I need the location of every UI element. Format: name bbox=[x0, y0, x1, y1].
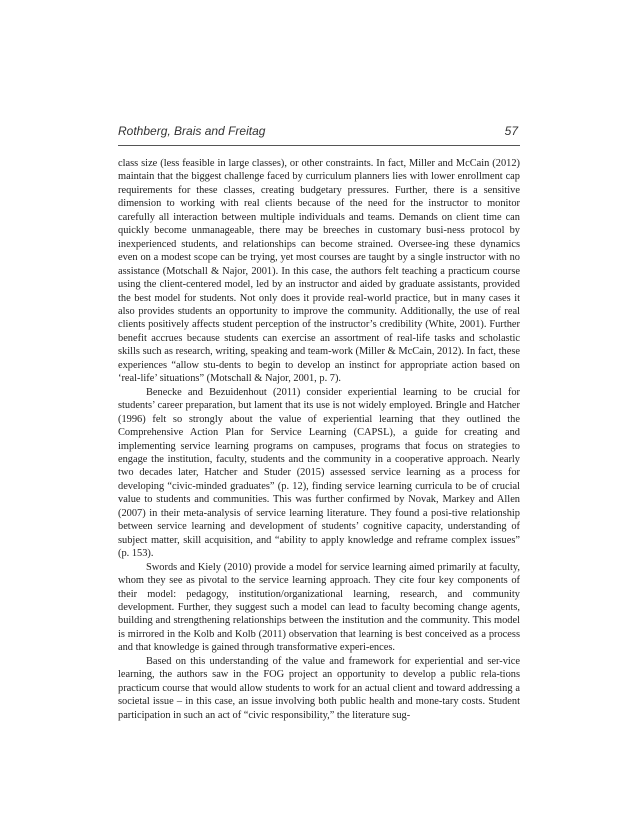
page-number: 57 bbox=[504, 124, 518, 138]
paragraph: Based on this understanding of the value and framework for experiential and ser-vice learning, the authors saw in the FOG project an opportunity to develop a public rela-tions practicum course that would allow students to work for an actual client and toward addressing a societal issue – in this case, an issue involving both public health and mone-tary costs. Student participation in such an act of “civic responsibility,” the literature sug- bbox=[118, 655, 520, 721]
body-text bbox=[118, 157, 520, 722]
paragraph: Benecke and Bezuidenhout (2011) consider experiential learning to be crucial for students’ career preparation, but lament that its use is not widely employed. Bringle and Hatcher (1996) felt so strongly about the value of experiential learning that they outlined the Comprehensive Action Plan for Service Learning (CAPSL), a guide for creating and implementing service learning programs on campuses, programs that focus on strategies to engage the institution, faculty, students and the community in a cooperative approach. Nearly two decades later, Hatcher and Studer (2015) assessed service learning as a process for developing “civic-minded graduates” (p. 12), finding service learning curricula to be of crucial value to students and communities. This was further confirmed by Novak, Markey and Allen (2007) in their meta-analysis of service learning literature. They found a posi-tive relationship between service learning and development of students’ cognitive capacity, understanding of subject matter, skill acquisition, and “ability to apply knowledge and reframe complex issues” (p. 153). bbox=[118, 386, 520, 560]
running-head bbox=[118, 124, 518, 138]
running-head-authors: Rothberg, Brais and Freitag bbox=[118, 124, 266, 138]
paragraph: class size (less feasible in large classes), or other constraints. In fact, Miller and McCain (2012) maintain that the biggest challenge faced by curriculum planners lies with lower enrollment cap requirements for these classes, creating budgetary pressures. Further, there is a sensitive dimension to working with real clients because of the need for the instructor to monitor carefully all interaction between multiple individuals and teams. Demands on client time can quickly become unmanageable, there may be breeches in customary busi-ness protocol by inexperienced students, and relationships can become strained. Oversee-ing these dynamics even on a modest scope can be trying, yet most courses are taught by a single instructor with no assistance (Motschall & Najor, 2001). In this case, the authors felt teaching a practicum course using the client-centered model, led by an instructor and aided by graduate assistants, provided the best model for students. Not only does it provide real-world practice, but in many cases it also provides students an opportunity to improve the community. Additionally, the use of real clients positively affects student perception of the instructor’s credibility (White, 2001). Further benefit accrues because students can exercise an assortment of real-life tasks and scholastic skills such as research, writing, speaking and team-work (Miller & McCain, 2012). In fact, these experiences “allow stu-dents to begin to develop an instinct for appropriate action based on ‘real-life’ situations” (Motschall & Najor, 2001, p. 7). bbox=[118, 158, 520, 385]
paragraph: Swords and Kiely (2010) provide a model for service learning aimed primarily at faculty, whom they see as pivotal to the service learning approach. They cite four key components of their model: pedagogy, institution/organizational learning, research, and community development. Further, they suggest such a model can lead to faculty becoming change agents, building and strengthening relationships between the institution and the community. This model is mirrored in the Kolb and Kolb (2011) observation that learning is best conceived as a process and that knowledge is gained through transformative experi-ences. bbox=[118, 561, 520, 654]
header-rule bbox=[118, 145, 520, 146]
